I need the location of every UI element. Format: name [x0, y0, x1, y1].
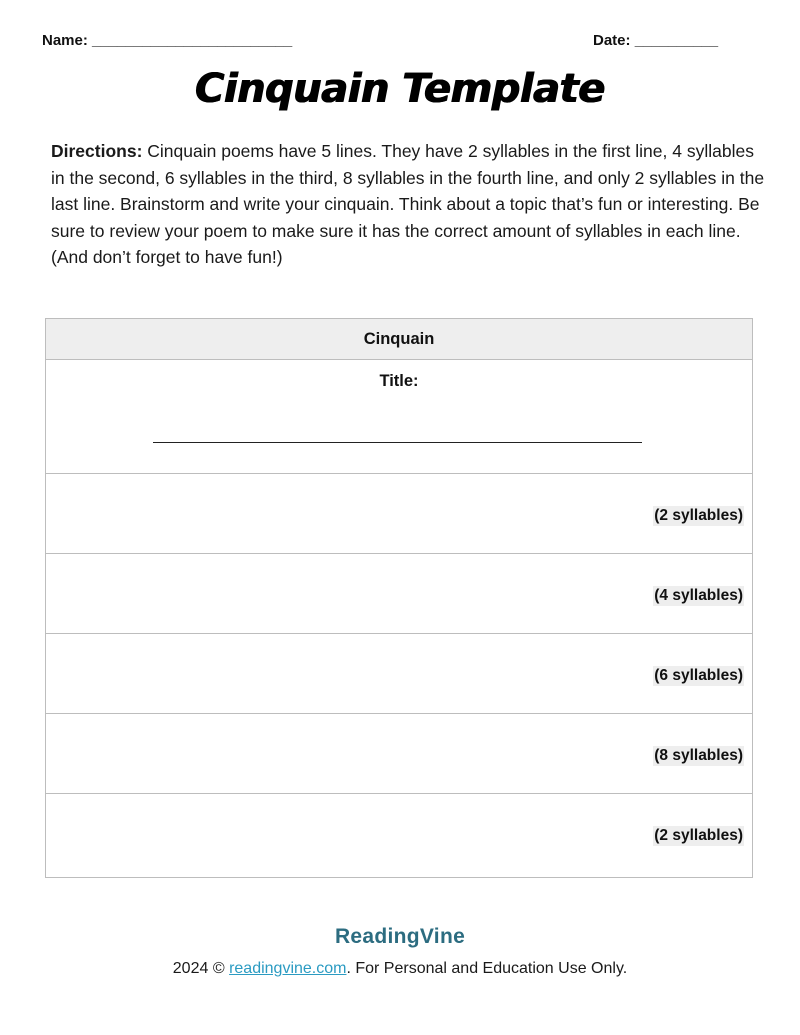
syllable-hint: (4 syllables) — [654, 587, 743, 604]
footer-prefix: 2024 © — [172, 960, 230, 977]
directions — [51, 138, 771, 271]
syllable-hint: (8 syllables) — [654, 747, 743, 764]
syllable-hint: (2 syllables) — [654, 507, 743, 524]
poem-line-2[interactable] — [46, 554, 752, 634]
name-blank[interactable]: ________________________ — [92, 32, 293, 49]
date-field[interactable] — [593, 32, 718, 49]
cinquain-table — [45, 318, 753, 878]
footer-copyright — [0, 960, 800, 978]
date-label: Date: — [593, 32, 631, 49]
footer-suffix: . For Personal and Education Use Only. — [346, 960, 628, 977]
poem-line-1[interactable] — [46, 474, 752, 554]
header-row — [42, 32, 742, 54]
name-label: Name: — [42, 32, 88, 49]
directions-body: Cinquain poems have 5 lines. They have 2 syllables in the first line, 4 syllables in the second, 6 syllables in the third, 8 syllables in the fourth line, and only 2 syllables in the last line. Brainstorm and write your cinquain. Think about a topic that’s fun or interesting. Be sure to review your poem to make sure it has the correct amount of syllables in each line. (And don’t forget to have fun!) — [51, 141, 765, 267]
directions-lead: Directions: — [51, 141, 143, 161]
table-header: Cinquain — [46, 319, 752, 360]
title-write-line[interactable] — [153, 442, 642, 443]
date-blank[interactable]: __________ — [634, 32, 719, 49]
syllable-hint: (2 syllables) — [654, 827, 743, 844]
title-label: Title: — [379, 372, 419, 390]
poem-line-3[interactable] — [46, 634, 752, 714]
page-title: Cinquain Template — [195, 66, 605, 112]
title-row[interactable] — [46, 360, 752, 474]
syllable-hint: (6 syllables) — [654, 667, 743, 684]
poem-line-4[interactable] — [46, 714, 752, 794]
poem-line-5[interactable] — [46, 794, 752, 877]
brand-logo: ReadingVine — [334, 925, 466, 948]
footer-link[interactable]: readingvine.com — [229, 960, 347, 977]
name-field[interactable] — [42, 32, 292, 49]
